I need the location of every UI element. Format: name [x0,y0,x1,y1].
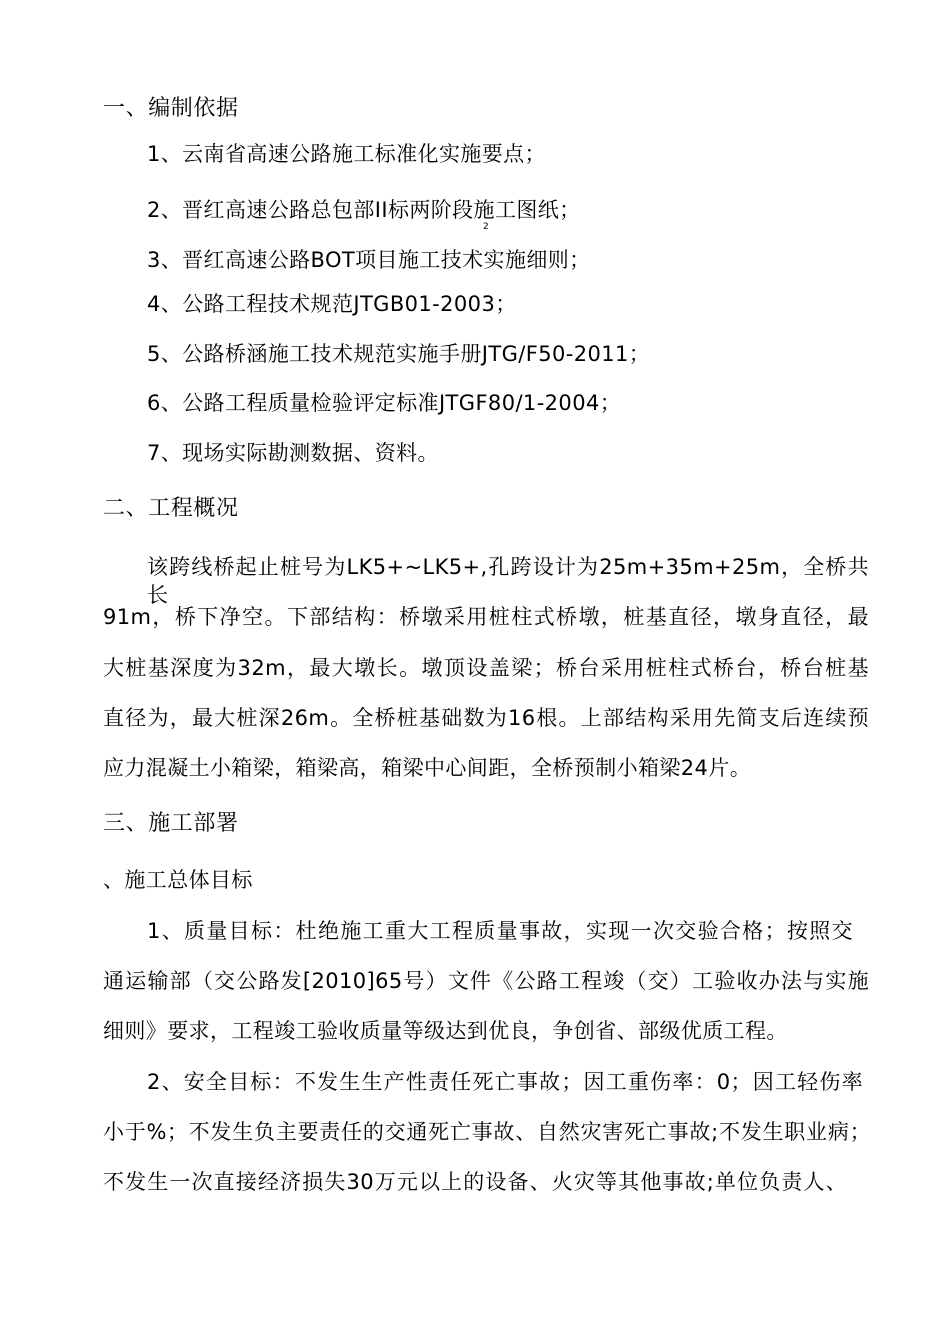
basis-item-6: 6、公路工程质量检验评定标准JTGF80/1-2004； [147,391,622,415]
section-heading-deployment: 三、施工部署 [103,811,239,836]
safety-goal-line-2: 小于%；不发生负主要责任的交通死亡事故、自然灾害死亡事故;不发生职业病； [103,1120,871,1144]
safety-goal-line-3: 不发生一次直接经济损失30万元以上的设备、火灾等其他事故;单位负责人、 [103,1170,847,1194]
quality-goal-line-3: 细则》要求，工程竣工验收质量等级达到优良，争创省、部级优质工程。 [103,1019,788,1043]
overview-line-3: 大桩基深度为32m，最大墩长。墩顶设盖梁；桥台采用桩柱式桥台，桥台桩基 [103,656,869,680]
page-footnote-mark: 2 [483,222,489,232]
section-heading-overview: 二、工程概况 [103,496,239,521]
basis-item-3: 3、晋红高速公路BOT项目施工技术实施细则； [147,248,591,272]
basis-item-7: 7、现场实际勘测数据、资料。 [147,441,439,465]
section-heading-basis: 一、编制依据 [103,96,239,121]
overview-line-2: 91m，桥下净空。下部结构：桥墩采用桩柱式桥墩，桩基直径，墩身直径，最 [103,605,869,629]
basis-item-5: 5、公路桥涵施工技术规范实施手册JTG/F50-2011； [147,342,651,366]
subheading-overall-goal: 、施工总体目标 [103,868,253,892]
safety-goal-line-1: 2、安全目标：不发生生产性责任死亡事故；因工重伤率：0；因工轻伤率 [147,1070,863,1094]
overview-line-4: 直径为，最大桩深26m。全桥桩基础数为16根。上部结构采用先简支后连续预 [103,706,869,730]
overview-line-1: 该跨线桥起止桩号为LK5+~LK5+,孔跨设计为25m+35m+25m，全桥共长 [147,555,869,607]
overview-line-5: 应力混凝土小箱梁，箱梁高，箱梁中心间距，全桥预制小箱梁24片。 [103,756,752,780]
basis-item-1: 1、云南省高速公路施工标准化实施要点； [147,142,546,166]
basis-item-2: 2、晋红高速公路总包部II标两阶段施工图纸； [147,198,581,222]
quality-goal-line-1: 1、质量目标：杜绝施工重大工程质量事故，实现一次交验合格；按照交 [147,919,853,943]
quality-goal-line-2: 通运输部（交公路发[2010]65号）文件《公路工程竣（交）工验收办法与实施 [103,969,869,993]
basis-item-4: 4、公路工程技术规范JTGB01-2003； [147,292,517,316]
